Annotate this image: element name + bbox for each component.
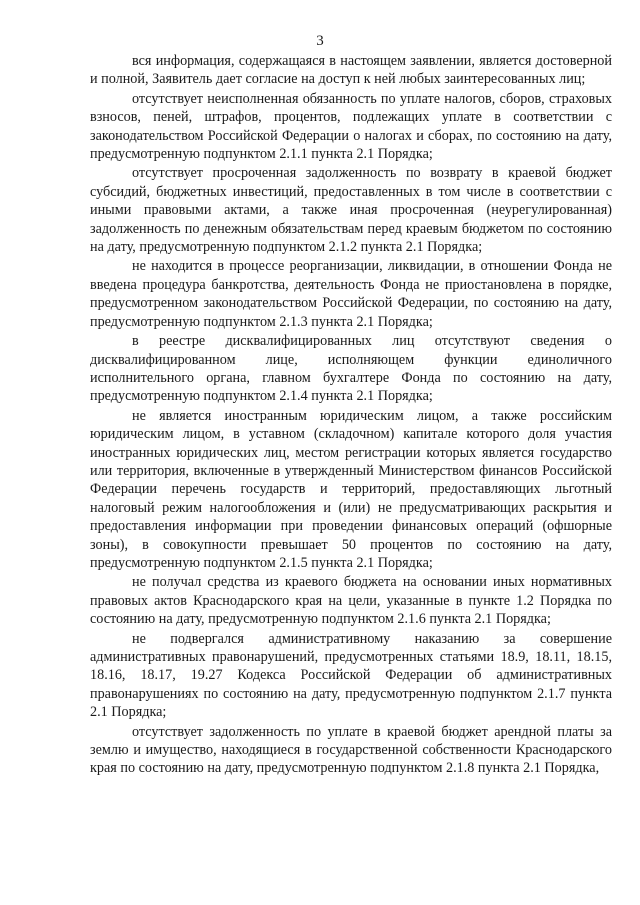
paragraph-no-rent-debt: отсутствует задолженность по уплате в краевой бюджет арендной платы за землю и имущество, находящиеся в государственной собственности Краснодарского края по состоянию на дату, предусмотренную подпунктом 2.1.8 пункта 2.1 Порядка,: [90, 723, 612, 777]
document-body: [90, 52, 612, 779]
paragraph-no-administrative-penalty: не подвергался административному наказанию за совершение административных правонарушений, предусмотренных статьями 18.9, 18.11, 18.15, 18.16, 18.17, 19.27 Кодекса Российской Федерации об административных правонарушениях по состоянию на дату, предусмотренную подпунктом 2.1.7 пункта 2.1 Порядка;: [90, 630, 612, 721]
paragraph-no-overdue-budget-debt: отсутствует просроченная задолженность по возврату в краевой бюджет субсидий, бюджетных инвестиций, предоставленных в том числе в соответствии с иными правовыми актами, а также иная просроченная (неурегулированная) задолженность по денежным обязательствам перед краевым бюджетом по состоянию на дату, предусмотренную подпунктом 2.1.2 пункта 2.1 Порядка;: [90, 165, 612, 256]
paragraph-no-other-budget-funds: не получал средства из краевого бюджета на основании иных нормативных правовых актов Краснодарского края на цели, указанные в пункте 1.2 Порядка по состоянию на дату, предусмотренную подпунктом 2.1.6 пункта 2.1 Порядка;: [90, 574, 612, 628]
paragraph-no-tax-debt: отсутствует неисполненная обязанность по уплате налогов, сборов, страховых взносов, пеней, штрафов, процентов, подлежащих уплате в соответствии с законодательством Российской Федерации о налогах и сборах, по состоянию на дату, предусмотренную подпунктом 2.1.1 пункта 2.1 Порядка;: [90, 90, 612, 163]
paragraph-information-reliability: вся информация, содержащаяся в настоящем заявлении, является достоверной и полной, Заявитель дает согласие на доступ к ней любых заинтересованных лиц;: [90, 53, 612, 88]
paragraph-not-foreign-entity: не является иностранным юридическим лицом, а также российским юридическим лицом, в уставном (складочном) капитале которого доля участия иностранных юридических лиц, местом регистрации которых является государство или территория, включенные в утвержденный Министерством финансов Российской Федерации перечень государств и территорий, предоставляющих льготный налоговый режим налогообложения и (или) не предусматривающих раскрытия и предоставления информации при проведении финансовых операций (офшорные зоны), в совокупности превышает 50 процентов по состоянию на дату, предусмотренную подпунктом 2.1.5 пункта 2.1 Порядка;: [90, 407, 612, 571]
paragraph-no-disqualified-persons: в реестре дисквалифицированных лиц отсутствуют сведения о дисквалифицированном лице, исполняющем функции единоличного исполнительного органа, главном бухгалтере Фонда по состоянию на дату, предусмотренную подпунктом 2.1.4 пункта 2.1 Порядка;: [90, 333, 612, 405]
page-number: 3: [316, 33, 324, 49]
paragraph-no-reorganization: не находится в процессе реорганизации, ликвидации, в отношении Фонда не введена процедура банкротства, деятельность Фонда не приостановлена в порядке, предусмотренном законодательством Российской Федерации, по состоянию на дату, предусмотренную подпунктом 2.1.3 пункта 2.1 Порядка;: [90, 258, 612, 330]
